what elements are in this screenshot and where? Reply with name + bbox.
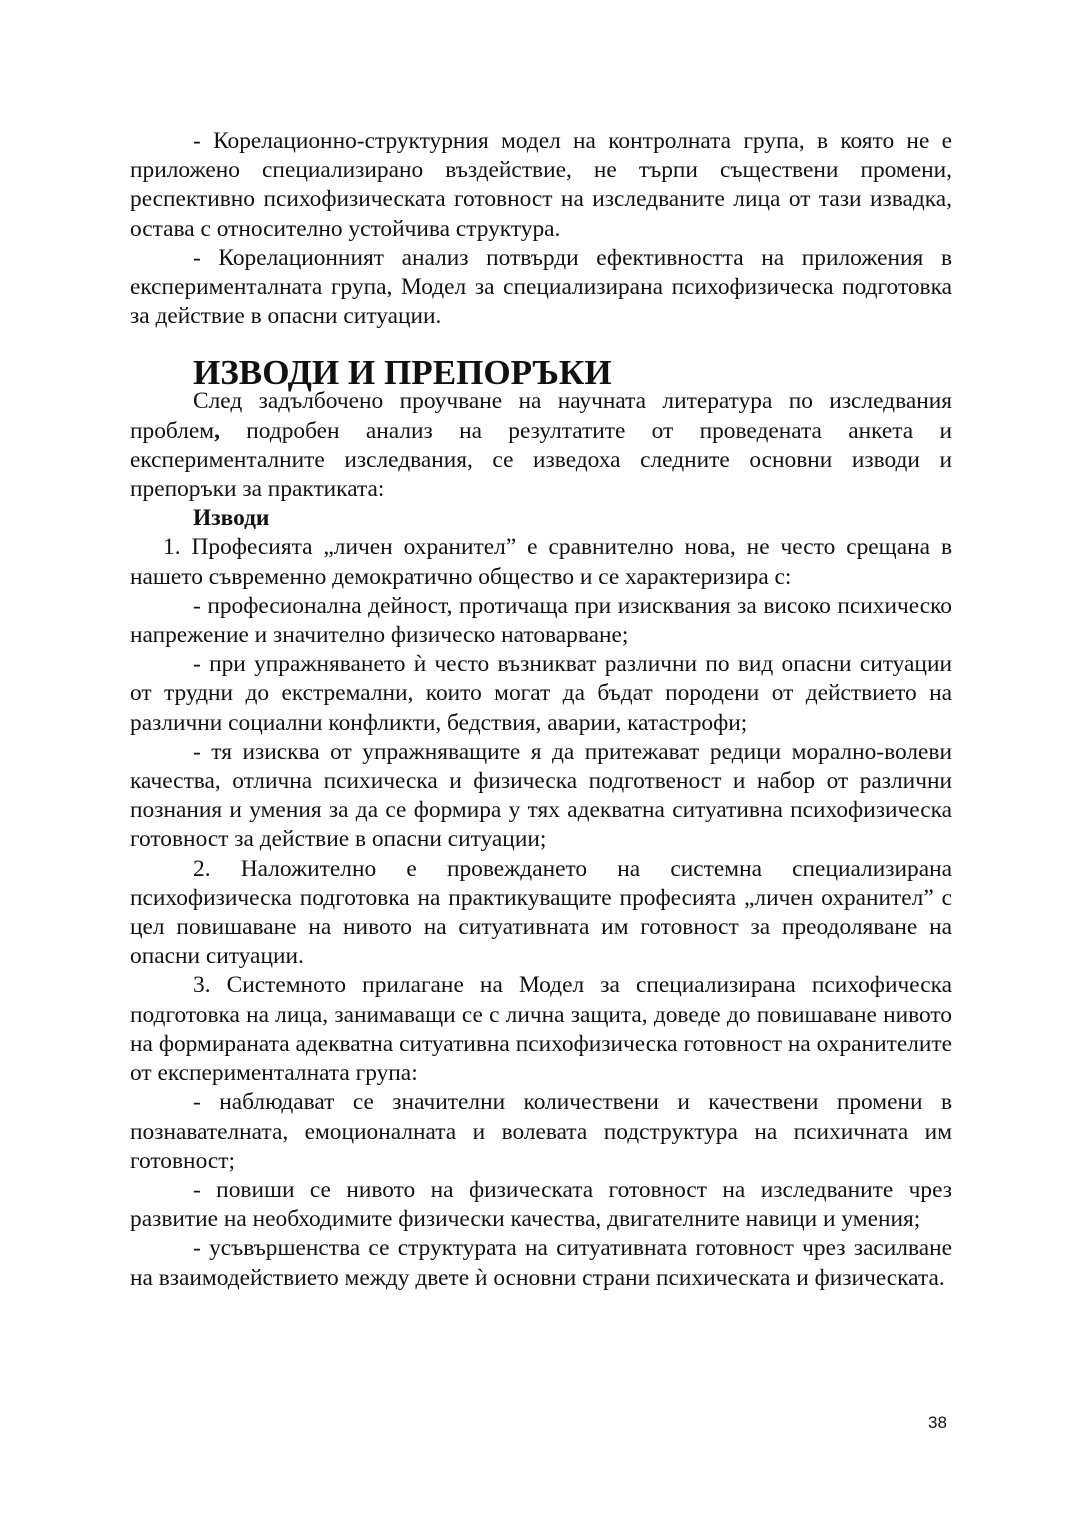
conclusion-3: 3. Системното прилагане на Модел за специализирана психофическа подготовка на лица, занимаващи се с лична защита, доведе до повишаване нивото на формираната адекватна ситуативна психофизическа готовност на охранителите от експерименталната група: [130,972,952,1087]
conclusion-1-item: - професионална дейност, протичаща при изисквания за високо психическо напрежение и значително физическо натоварване; [130,592,952,649]
section-intro-before: След задълбочено проучване на научната литература по изследвания проблем [130,388,952,444]
paragraph-control-group: - Корелационно-структурния модел на контролната група, в която не е приложено специализирано въздействие, не търпи съществени промени, респективно психофизическата готовност на изследваните лица от тази извадка, остава с относително устойчива структура. [130,128,952,242]
section-heading: ИЗВОДИ И ПРЕПОРЪКИ [193,353,612,393]
section-intro-after: подробен анализ на резултатите от проведената анкета и експерименталните изследвания, се изведоха следните основни изводи и препоръки за практиката: [130,417,952,503]
section-intro-comma: , [214,417,220,444]
section-intro-paragraph [130,387,952,504]
conclusion-3-item: - усъвършенства се структурата на ситуативната готовност чрез засилване на взаимодействието между двете ѝ основни страни психическата и физическата. [130,1235,952,1291]
conclusion-1-item: - при упражняването ѝ често възникват различни по вид опасни ситуации от трудни до екстремални, които могат да бъдат породени от действието на различни социални конфликти, бедствия, аварии, катастрофи; [130,651,952,736]
conclusion-3-item: - повиши се нивото на физическата готовност на изследваните чрез развитие на необходимите физически качества, двигателните навици и умения; [130,1176,952,1233]
conclusion-3-item: - наблюдават се значителни количествени и качествени промени в познавателната, емоционалната и волевата подструктура на психичната им готовност; [130,1089,952,1174]
conclusion-2: 2. Наложително е провеждането на системна специализирана психофизическа подготовка на практикуващите професията „личен охранител” с цел повишаване на нивото на ситуативната им готовност за преодоляване на опасни ситуации. [130,855,952,970]
conclusions-subheading: Изводи [193,505,270,532]
document-page [130,127,952,1293]
conclusion-1: 1. Професията „личен охранител” е сравнително нова, не често срещана в нашето съвременно демократично общество и се характеризира с: [130,534,952,590]
conclusion-1-item: - тя изисква от упражняващите я да притежават редици морално-волеви качества, отлична психическа и физическа подготвеност и набор от различни познания и умения за да се формира у тях адекватна ситуативна психофизическа готовност за действие в опасни ситуации; [130,738,952,853]
page-number: 38 [928,1413,947,1432]
paragraph-correlation-analysis: - Корелационният анализ потвърди ефективността на приложения в експерименталната група, Модел за специализирана психофизическа подготовка за действие в опасни ситуации. [130,244,952,330]
